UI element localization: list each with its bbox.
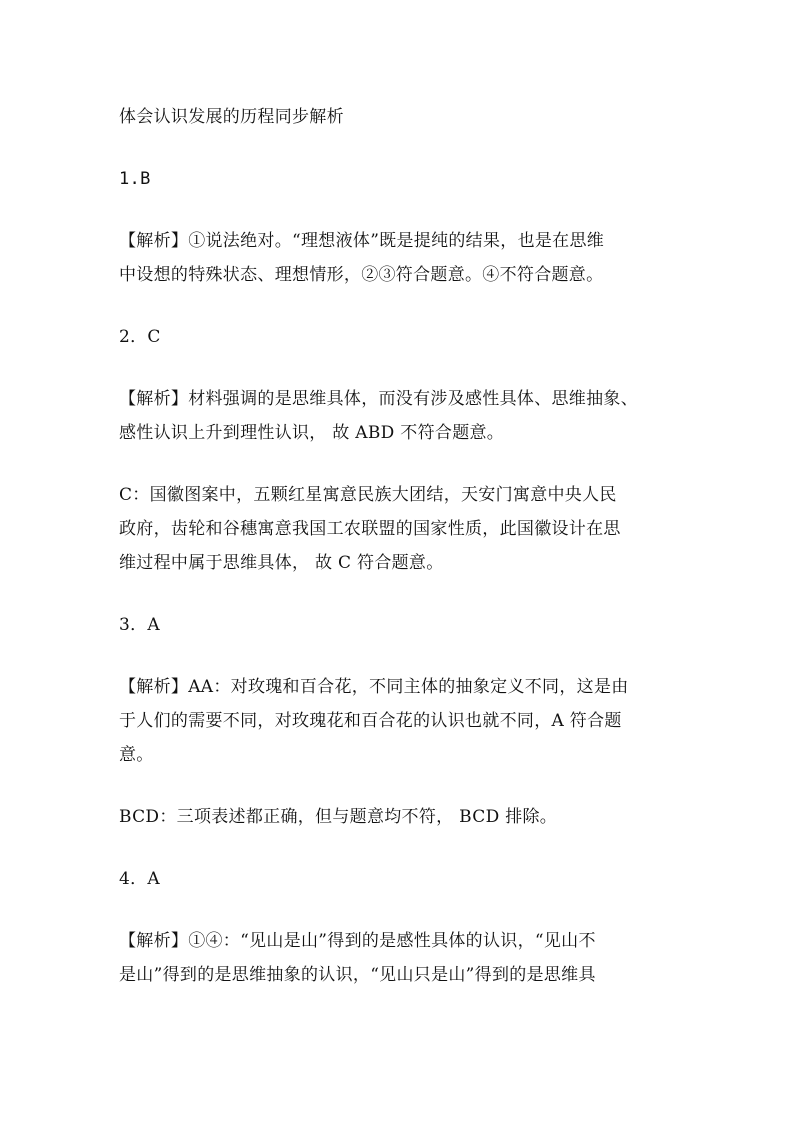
document-content	[119, 100, 679, 992]
q2-analysis-line-1: 【解析】材料强调的是思维具体，而没有涉及感性具体、思维抽象、	[119, 389, 638, 409]
q4-analysis-line-1: 【解析】①④：“见山是山”得到的是感性具体的认识，“见山不	[119, 931, 596, 951]
q2-c-line-1: C：国徽图案中，五颗红星寓意民族大团结，天安门寓意中央人民	[119, 485, 617, 505]
q1-analysis-line-1: 【解析】①说法绝对。“理想液体”既是提纯的结果，也是在思维	[119, 231, 605, 251]
q1-analysis-line-2: 中设想的特殊状态、理想情形，②③符合题意。④不符合题意。	[119, 265, 604, 285]
q3-answer: 3．A	[119, 615, 160, 635]
q3-bcd-line: BCD：三项表述都正确，但与题意均不符， BCD 排除。	[119, 807, 558, 827]
q2-answer: 2．C	[119, 327, 161, 347]
q2-c-line-3: 维过程中属于思维具体， 故 C 符合题意。	[119, 553, 444, 573]
q2-c-line-2: 政府，齿轮和谷穗寓意我国工农联盟的国家性质，此国徽设计在思	[119, 519, 621, 539]
document-title: 体会认识发展的历程同步解析	[119, 107, 344, 127]
q2-analysis-line-2: 感性认识上升到理性认识， 故 ABD 不符合题意。	[119, 423, 505, 443]
q3-analysis-line-1: 【解析】AA：对玫瑰和百合花，不同主体的抽象定义不同，这是由	[119, 677, 629, 697]
q1-answer: 1.B	[119, 169, 151, 189]
q4-answer: 4．A	[119, 869, 160, 889]
q3-analysis-line-2: 于人们的需要不同，对玫瑰花和百合花的认识也就不同，A 符合题	[119, 711, 622, 731]
q4-analysis-line-2: 是山”得到的是思维抽象的认识，“见山只是山”得到的是思维具	[119, 965, 596, 985]
q3-analysis-line-3: 意。	[119, 745, 154, 765]
